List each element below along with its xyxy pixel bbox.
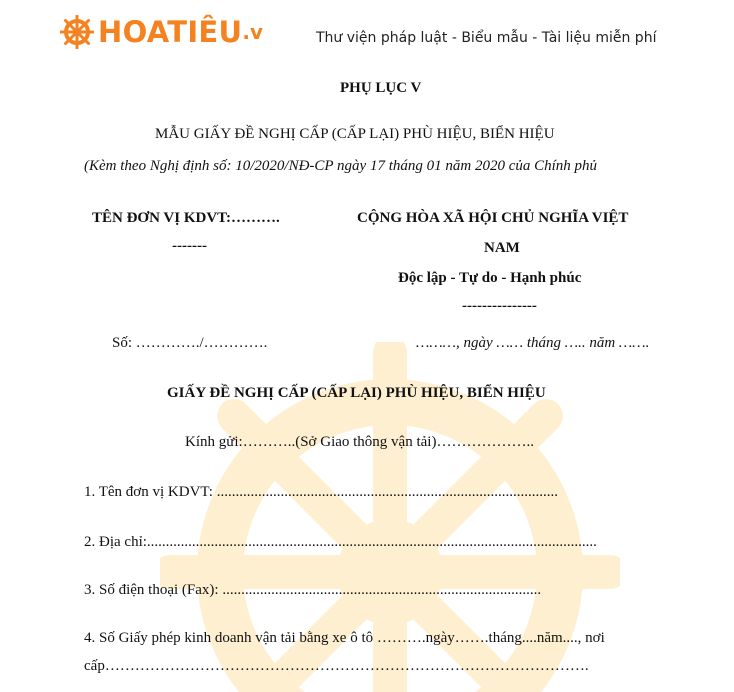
decree-reference: (Kèm theo Nghị định số: 10/2020/NĐ-CP ngày 17 tháng 01 năm 2020 của Chính phủ — [84, 158, 598, 174]
field-business-license: 4. Số Giấy phép kinh doanh vận tải bằng xe ô tô ……….ngày…….tháng....năm...., nơi — [84, 630, 605, 646]
document-date: ………, ngày …… tháng ….. năm ……. — [416, 335, 650, 351]
document-number: Số: …………./…………. — [112, 335, 268, 351]
brand-logo[interactable] — [60, 10, 263, 54]
republic-heading-line2: NAM — [484, 240, 520, 256]
field-business-license-place: cấp……………………………………………………………………………………. — [84, 658, 589, 674]
site-tagline: Thư viện pháp luật - Biểu mẫu - Tài liệu miễn phí — [316, 30, 657, 46]
field-address: 2. Địa chỉ:........................................................................................................................ — [84, 534, 597, 550]
field-phone-fax: 3. Số điện thoại (Fax): ..................................................................................... — [84, 582, 542, 598]
appendix-heading: PHỤ LỤC V — [340, 80, 422, 96]
national-motto: Độc lập - Tự do - Hạnh phúc — [398, 270, 582, 286]
logo-text: HOATIÊU — [98, 15, 243, 49]
recipient-line: Kính gửi:………..(Sở Giao thông vận tải)……………….. — [185, 434, 534, 450]
main-title: GIẤY ĐỀ NGHỊ CẤP (CẤP LẠI) PHÙ HIỆU, BIỂN HIỆU — [167, 385, 546, 401]
helm-logo-icon — [60, 15, 94, 49]
unit-name-divider: ------- — [172, 238, 207, 254]
logo-domain-ext: .v — [242, 20, 264, 44]
form-title: MẪU GIẤY ĐỀ NGHỊ CẤP (CẤP LẠI) PHÙ HIỆU, BIỂN HIỆU — [155, 126, 555, 142]
unit-name-label: TÊN ĐƠN VỊ KDVT:………. — [92, 210, 280, 226]
motto-divider: --------------- — [462, 298, 537, 314]
republic-heading-line1: CỘNG HÒA XÃ HỘI CHỦ NGHĨA VIỆT — [357, 210, 629, 226]
field-unit-name: 1. Tên đơn vị KDVT: ........................................................................................... — [84, 484, 558, 500]
